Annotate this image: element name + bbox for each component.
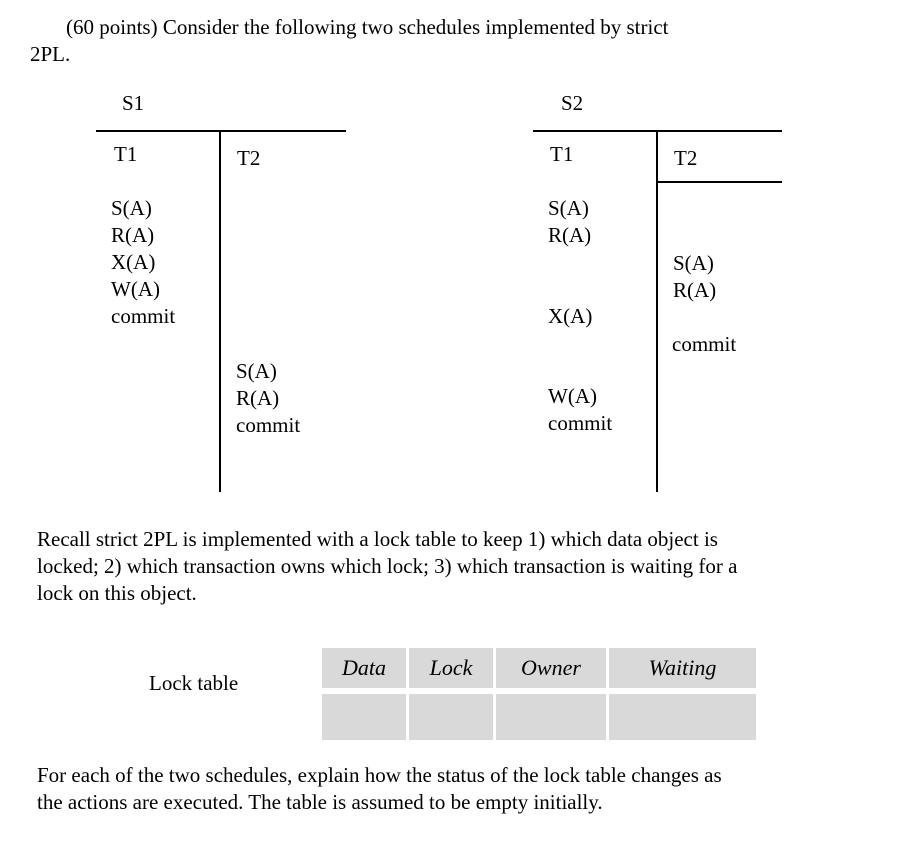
schedule-s1-t2-header: T2: [237, 146, 261, 170]
action: W(A): [548, 384, 597, 408]
lock-table-header-lock: Lock: [409, 648, 493, 688]
schedule-s2-t1-actions-2: [548, 303, 592, 330]
schedule-s2-t2-actions-2: [672, 331, 736, 358]
action: commit: [236, 413, 301, 437]
lock-table-cell-lock: [409, 694, 493, 740]
action: R(A): [673, 278, 717, 302]
schedule-s2-t1-actions-1: [548, 195, 591, 249]
action: S(A): [111, 196, 152, 220]
action: R(A): [548, 223, 592, 247]
schedule-s1-t1-header: T1: [114, 142, 138, 166]
schedule-s2-title: S2: [561, 91, 584, 115]
schedule-s2-t1-header: T1: [550, 142, 574, 166]
lock-table-header-waiting: Waiting: [609, 648, 756, 688]
recall-line-2: locked; 2) which transaction owns which lock; 3) which transaction is waiting for a: [37, 554, 738, 578]
lock-table-cell-data: [322, 694, 406, 740]
instruction-line-2: the actions are executed. The table is assumed to be empty initially.: [37, 790, 603, 814]
schedule-s2-t1-actions-3: [548, 383, 612, 437]
schedule-s2-t2-rule: [656, 181, 782, 183]
schedule-s1-t2-actions: [236, 358, 300, 439]
action: X(A): [111, 250, 156, 274]
action: S(A): [673, 251, 714, 275]
question-line-1: (60 points) Consider the following two schedules implemented by strict: [66, 15, 669, 39]
lock-table-cell-waiting: [609, 694, 756, 740]
action: W(A): [111, 277, 160, 301]
action: R(A): [236, 386, 280, 410]
action: R(A): [111, 223, 155, 247]
lock-table-header-owner: Owner: [496, 648, 606, 688]
action: commit: [111, 304, 176, 328]
lock-table-cell-owner: [496, 694, 606, 740]
lock-table-label: Lock table: [149, 671, 239, 695]
schedule-s1-title: S1: [122, 91, 145, 115]
recall-line-1: Recall strict 2PL is implemented with a lock table to keep 1) which data object is: [37, 527, 718, 551]
action: commit: [672, 332, 737, 356]
instruction-line-1: For each of the two schedules, explain how the status of the lock table changes as: [37, 763, 722, 787]
schedule-s1-divider: [219, 131, 221, 492]
schedule-s2-t2-actions-1: [673, 250, 716, 304]
schedule-s1-top-rule: [96, 130, 346, 132]
action: commit: [548, 411, 613, 435]
action: X(A): [548, 304, 593, 328]
action: S(A): [236, 359, 277, 383]
schedule-s2-divider: [656, 131, 658, 492]
schedule-s1-t1-actions: [111, 195, 175, 330]
lock-table-header-data: Data: [322, 648, 406, 688]
recall-line-3: lock on this object.: [37, 581, 197, 605]
action: S(A): [548, 196, 589, 220]
question-line-2: 2PL.: [30, 42, 71, 66]
schedule-s2-t2-header: T2: [674, 146, 698, 170]
